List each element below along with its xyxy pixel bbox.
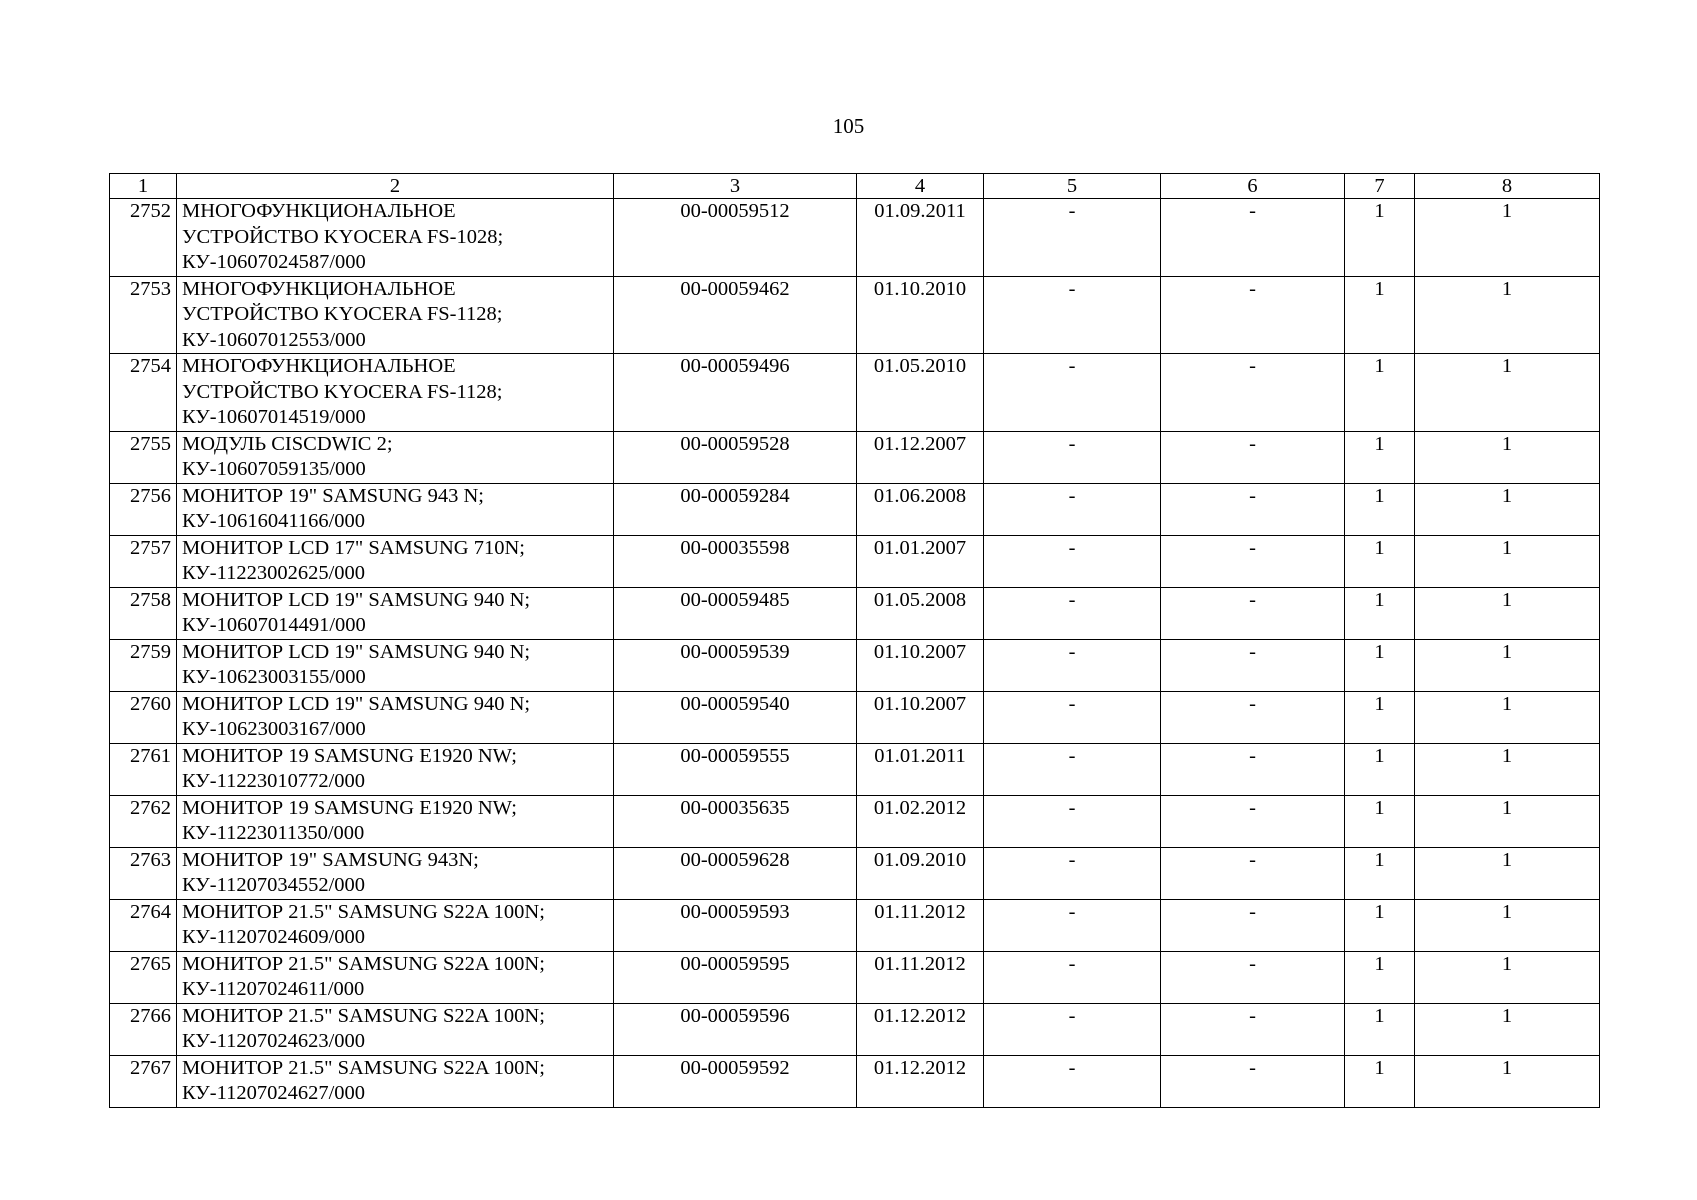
col6-cell: - <box>1161 587 1345 639</box>
col6-cell: - <box>1161 1055 1345 1107</box>
item-name-line: КУ-11207024627/000 <box>182 1082 366 1104</box>
inventory-code: 00-00059540 <box>614 691 857 743</box>
col5-cell: - <box>984 431 1161 483</box>
col6-cell: - <box>1161 483 1345 535</box>
col5-cell: - <box>984 743 1161 795</box>
col8-cell: 1 <box>1415 951 1600 1003</box>
date-cell: 01.01.2007 <box>857 535 984 587</box>
row-number: 2762 <box>110 795 177 847</box>
col8-cell: 1 <box>1415 639 1600 691</box>
row-number: 2755 <box>110 431 177 483</box>
item-name-line: МОНИТОР 19" SAMSUNG 943 N; <box>182 484 484 507</box>
col7-cell: 1 <box>1345 795 1415 847</box>
col8-cell: 1 <box>1415 795 1600 847</box>
col5-cell: - <box>984 587 1161 639</box>
col7-cell: 1 <box>1345 951 1415 1003</box>
table-row <box>110 354 1600 432</box>
col7-cell: 1 <box>1345 587 1415 639</box>
date-cell: 01.11.2012 <box>857 951 984 1003</box>
inventory-table <box>109 173 1600 1108</box>
table-row <box>110 1055 1600 1107</box>
col6-cell: - <box>1161 639 1345 691</box>
col8-cell: 1 <box>1415 1003 1600 1055</box>
col7-cell: 1 <box>1345 691 1415 743</box>
col6-cell: - <box>1161 847 1345 899</box>
col7-cell: 1 <box>1345 847 1415 899</box>
col6-cell: - <box>1161 743 1345 795</box>
col8-cell: 1 <box>1415 199 1600 277</box>
col6-cell: - <box>1161 431 1345 483</box>
col8-cell: 1 <box>1415 354 1600 432</box>
item-name-line: МОНИТОР 19" SAMSUNG 943N; <box>182 848 479 871</box>
item-name-line: КУ-10607014491/000 <box>182 614 366 636</box>
table-row <box>110 951 1600 1003</box>
inventory-code: 00-00059555 <box>614 743 857 795</box>
row-number: 2758 <box>110 587 177 639</box>
date-cell: 01.05.2010 <box>857 354 984 432</box>
col8-cell: 1 <box>1415 535 1600 587</box>
item-name-line: КУ-10607059135/000 <box>182 458 366 480</box>
col8-cell: 1 <box>1415 483 1600 535</box>
inventory-code: 00-00059592 <box>614 1055 857 1107</box>
column-number-row <box>110 174 1600 199</box>
col5-cell: - <box>984 354 1161 432</box>
item-name-line: УСТРОЙСТВО KYOCERA FS-1128; <box>182 303 503 325</box>
inventory-code: 00-00059595 <box>614 951 857 1003</box>
col7-cell: 1 <box>1345 535 1415 587</box>
col8-cell: 1 <box>1415 847 1600 899</box>
item-name <box>177 691 614 743</box>
row-number: 2761 <box>110 743 177 795</box>
item-name-line: МОНИТОР LCD 17" SAMSUNG 710N; <box>182 536 525 559</box>
item-name-line: МОНИТОР 21.5" SAMSUNG S22A 100N; <box>182 1004 545 1027</box>
table-row <box>110 899 1600 951</box>
inventory-code: 00-00059485 <box>614 587 857 639</box>
col5-cell: - <box>984 1003 1161 1055</box>
table-row <box>110 1003 1600 1055</box>
column-header: 4 <box>857 174 984 199</box>
item-name-line: МОНИТОР 19 SAMSUNG E1920 NW; <box>182 744 517 767</box>
col7-cell: 1 <box>1345 639 1415 691</box>
date-cell: 01.06.2008 <box>857 483 984 535</box>
col8-cell: 1 <box>1415 587 1600 639</box>
item-name-line: МОНИТОР 21.5" SAMSUNG S22A 100N; <box>182 1056 545 1079</box>
col8-cell: 1 <box>1415 899 1600 951</box>
item-name-line: МОДУЛЬ CISCDWIC 2; <box>182 432 393 455</box>
item-name <box>177 431 614 483</box>
item-name-line: КУ-11207034552/000 <box>182 874 366 896</box>
item-name-line: КУ-10623003167/000 <box>182 718 366 740</box>
column-header: 5 <box>984 174 1161 199</box>
item-name-line: КУ-10607014519/000 <box>182 406 366 428</box>
col6-cell: - <box>1161 691 1345 743</box>
item-name-line: КУ-11207024609/000 <box>182 926 366 948</box>
date-cell: 01.10.2007 <box>857 639 984 691</box>
table-row <box>110 847 1600 899</box>
column-header: 2 <box>177 174 614 199</box>
col6-cell: - <box>1161 535 1345 587</box>
col6-cell: - <box>1161 951 1345 1003</box>
col5-cell: - <box>984 899 1161 951</box>
table-row <box>110 795 1600 847</box>
col5-cell: - <box>984 276 1161 354</box>
item-name-line: МОНИТОР LCD 19" SAMSUNG 940 N; <box>182 692 531 715</box>
item-name <box>177 483 614 535</box>
table-row <box>110 199 1600 277</box>
col7-cell: 1 <box>1345 1055 1415 1107</box>
date-cell: 01.09.2010 <box>857 847 984 899</box>
col6-cell: - <box>1161 795 1345 847</box>
inventory-code: 00-00059512 <box>614 199 857 277</box>
date-cell: 01.12.2012 <box>857 1003 984 1055</box>
item-name-line: КУ-10616041166/000 <box>182 510 366 532</box>
date-cell: 01.09.2011 <box>857 199 984 277</box>
item-name-line: УСТРОЙСТВО KYOCERA FS-1028; <box>182 225 504 248</box>
row-number: 2757 <box>110 535 177 587</box>
col7-cell: 1 <box>1345 276 1415 354</box>
item-name <box>177 587 614 639</box>
date-cell: 01.01.2011 <box>857 743 984 795</box>
col6-cell: - <box>1161 899 1345 951</box>
item-name-line: МОНИТОР 21.5" SAMSUNG S22A 100N; <box>182 900 545 923</box>
item-name-line: МНОГОФУНКЦИОНАЛЬНОЕ <box>182 355 456 377</box>
item-name-line: КУ-10623003155/000 <box>182 666 366 688</box>
item-name <box>177 1003 614 1055</box>
col5-cell: - <box>984 535 1161 587</box>
item-name <box>177 951 614 1003</box>
inventory-code: 00-00035598 <box>614 535 857 587</box>
item-name-line: КУ-11207024623/000 <box>182 1030 366 1052</box>
inventory-code: 00-00059628 <box>614 847 857 899</box>
item-name-line: МОНИТОР 21.5" SAMSUNG S22A 100N; <box>182 952 545 975</box>
item-name <box>177 199 614 277</box>
col5-cell: - <box>984 1055 1161 1107</box>
item-name-line: УСТРОЙСТВО KYOCERA FS-1128; <box>182 380 503 403</box>
col5-cell: - <box>984 199 1161 277</box>
col8-cell: 1 <box>1415 276 1600 354</box>
col5-cell: - <box>984 795 1161 847</box>
row-number: 2759 <box>110 639 177 691</box>
table-row <box>110 535 1600 587</box>
col7-cell: 1 <box>1345 199 1415 277</box>
col7-cell: 1 <box>1345 483 1415 535</box>
item-name-line: МОНИТОР LCD 19" SAMSUNG 940 N; <box>182 588 531 611</box>
col8-cell: 1 <box>1415 431 1600 483</box>
row-number: 2763 <box>110 847 177 899</box>
inventory-code: 00-00059539 <box>614 639 857 691</box>
col6-cell: - <box>1161 354 1345 432</box>
col7-cell: 1 <box>1345 899 1415 951</box>
date-cell: 01.10.2010 <box>857 276 984 354</box>
col6-cell: - <box>1161 199 1345 277</box>
col6-cell: - <box>1161 1003 1345 1055</box>
item-name-line: КУ-10607012553/000 <box>182 328 366 351</box>
item-name <box>177 899 614 951</box>
col8-cell: 1 <box>1415 691 1600 743</box>
date-cell: 01.05.2008 <box>857 587 984 639</box>
item-name-line: КУ-10607024587/000 <box>182 251 366 273</box>
item-name-line: КУ-11223002625/000 <box>182 562 366 584</box>
page-number: 105 <box>832 114 865 138</box>
item-name <box>177 847 614 899</box>
row-number: 2766 <box>110 1003 177 1055</box>
item-name <box>177 743 614 795</box>
inventory-code: 00-00035635 <box>614 795 857 847</box>
col8-cell: 1 <box>1415 743 1600 795</box>
row-number: 2756 <box>110 483 177 535</box>
date-cell: 01.12.2007 <box>857 431 984 483</box>
item-name-line: КУ-11223011350/000 <box>182 822 365 844</box>
table-row <box>110 483 1600 535</box>
table-row <box>110 431 1600 483</box>
col6-cell: - <box>1161 276 1345 354</box>
item-name <box>177 535 614 587</box>
column-header: 3 <box>614 174 857 199</box>
inventory-code: 00-00059284 <box>614 483 857 535</box>
table-row <box>110 691 1600 743</box>
column-header: 1 <box>110 174 177 199</box>
inventory-code: 00-00059528 <box>614 431 857 483</box>
row-number: 2764 <box>110 899 177 951</box>
item-name-line: МНОГОФУНКЦИОНАЛЬНОЕ <box>182 277 456 300</box>
column-header: 8 <box>1415 174 1600 199</box>
item-name <box>177 276 614 354</box>
col5-cell: - <box>984 951 1161 1003</box>
row-number: 2767 <box>110 1055 177 1107</box>
col5-cell: - <box>984 691 1161 743</box>
column-header: 6 <box>1161 174 1345 199</box>
row-number: 2753 <box>110 276 177 354</box>
item-name-line: КУ-11223010772/000 <box>182 770 366 792</box>
table-row <box>110 276 1600 354</box>
table-row <box>110 743 1600 795</box>
item-name <box>177 795 614 847</box>
item-name <box>177 1055 614 1107</box>
date-cell: 01.10.2007 <box>857 691 984 743</box>
item-name-line: МОНИТОР LCD 19" SAMSUNG 940 N; <box>182 640 531 663</box>
item-name-line: МОНИТОР 19 SAMSUNG E1920 NW; <box>182 796 517 819</box>
table-row <box>110 587 1600 639</box>
inventory-code: 00-00059496 <box>614 354 857 432</box>
row-number: 2760 <box>110 691 177 743</box>
col8-cell: 1 <box>1415 1055 1600 1107</box>
col7-cell: 1 <box>1345 1003 1415 1055</box>
item-name <box>177 354 614 432</box>
date-cell: 01.12.2012 <box>857 1055 984 1107</box>
item-name <box>177 639 614 691</box>
col5-cell: - <box>984 483 1161 535</box>
col5-cell: - <box>984 639 1161 691</box>
table-body <box>110 199 1600 1108</box>
item-name-line: МНОГОФУНКЦИОНАЛЬНОЕ <box>182 200 456 222</box>
inventory-code: 00-00059596 <box>614 1003 857 1055</box>
col7-cell: 1 <box>1345 743 1415 795</box>
date-cell: 01.02.2012 <box>857 795 984 847</box>
table-row <box>110 639 1600 691</box>
col7-cell: 1 <box>1345 354 1415 432</box>
item-name-line: КУ-11207024611/000 <box>182 978 365 1000</box>
inventory-code: 00-00059593 <box>614 899 857 951</box>
date-cell: 01.11.2012 <box>857 899 984 951</box>
col7-cell: 1 <box>1345 431 1415 483</box>
row-number: 2754 <box>110 354 177 432</box>
row-number: 2752 <box>110 199 177 277</box>
col5-cell: - <box>984 847 1161 899</box>
column-header: 7 <box>1345 174 1415 199</box>
row-number: 2765 <box>110 951 177 1003</box>
inventory-code: 00-00059462 <box>614 276 857 354</box>
